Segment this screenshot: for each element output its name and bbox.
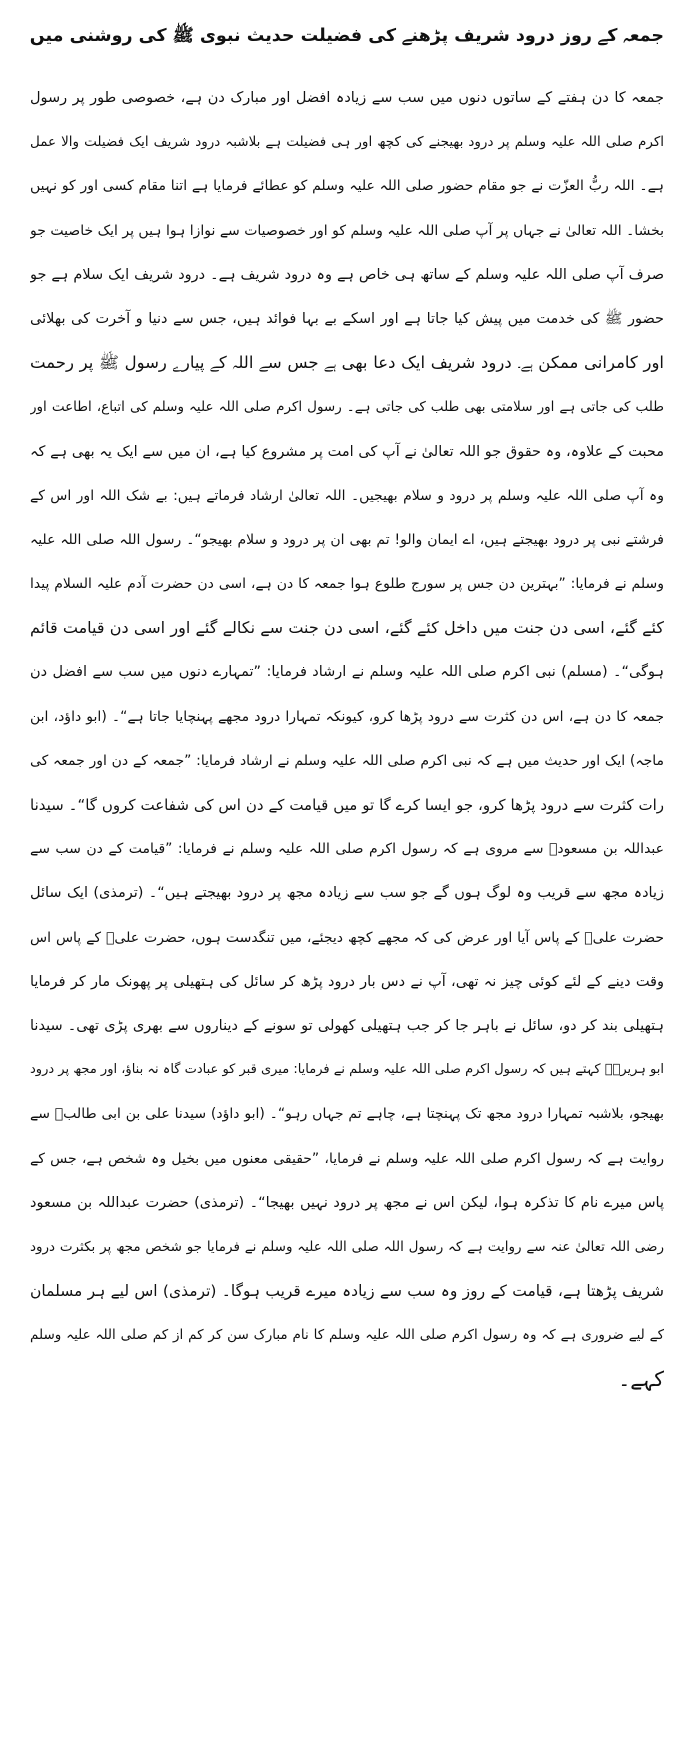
article-line: ابو ہریرہؓ کہتے ہیں کہ رسول اکرم صلی اللہ علیہ وسلم نے فرمایا: میری قبر کو عبادت گاہ نہ بناؤ، اور مجھ پر درود (30, 1062, 664, 1078)
article-line: فرشتے نبی پر درود بھیجتے ہیں، اے ایمان والو! تم بھی ان پر درود و سلام بھیجو“۔ رسول اللہ صلی اللہ علیہ (30, 531, 664, 548)
article-line: ہتھیلی بند کر دو، سائل نے باہر جا کر جب ہتھیلی کھولی تو سونے کے دیناروں سے بھری پڑی تھی۔ سیدنا (30, 1017, 664, 1034)
article-line: روایت ہے کہ رسول اکرم صلی اللہ علیہ وسلم نے فرمایا، ”حقیقی معنوں میں بخیل وہ شخص ہے، جس کے (30, 1150, 664, 1167)
article-line: عبداللہ بن مسعودؓ سے مروی ہے کہ رسول اکرم صلی اللہ علیہ وسلم نے فرمایا: ”قیامت کے دن سب سے (30, 841, 664, 858)
article-line: محبت کے علاوہ، وہ حقوق جو اللہ تعالیٰ نے آپ کی امت پر مشروع کیا ہے، ان میں سے ایک یہ بھی ہے کہ (30, 443, 664, 460)
article-body (30, 76, 664, 1402)
article-line: جمعہ کا دن ہے، اس دن کثرت سے درود پڑھا کرو، کیونکہ تمہارا درود مجھے پہنچایا جاتا ہے“۔ (ابو داؤد، ابن (30, 708, 664, 725)
article-line: رات کثرت سے درود پڑھا کرو، جو ایسا کرے گا تو میں قیامت کے دن اس کی شفاعت کروں گا“۔ سیدنا (30, 796, 664, 814)
article-line: وسلم نے فرمایا: ”بہترین دن جس پر سورج طلوع ہوا جمعہ کا دن ہے، اسی دن حضرت آدم علیہ السلام پیدا (30, 576, 664, 593)
article-line: بخشا۔ اللہ تعالیٰ نے جہاں پر آپ صلی اللہ علیہ وسلم کو اور خصوصیات سے نوازا ہوا ہیں پر ایک خاصیت جو (30, 222, 664, 239)
article-line: وقت دینے کے لئے کوئی چیز نہ تھی، آپ نے دس بار درود پڑھ کر سائل کی ہتھیلی پر پھونک مار کر فرمایا (30, 973, 664, 990)
article-line: رضی اللہ تعالیٰ عنہ سے روایت ہے کہ رسول اللہ صلی اللہ علیہ وسلم نے فرمایا جو شخص مجھ پر بکثرت درود (30, 1238, 664, 1255)
article-line: کے لیے ضروری ہے کہ وہ رسول اکرم صلی اللہ علیہ وسلم کا نام مبارک سن کر کم از کم صلی اللہ علیہ وسلم (30, 1327, 664, 1344)
article-line: ماجہ) ایک اور حدیث میں ہے کہ نبی اکرم صلی اللہ علیہ وسلم نے ارشاد فرمایا: ”جمعہ کے دن اور جمعہ کی (30, 752, 664, 769)
article-line: حضرت علیؓ کے پاس آیا اور عرض کی کہ مجھے کچھ دیجئے، میں تنگدست ہوں، حضرت علیؓ کے پاس اس (30, 929, 664, 946)
article-line: زیادہ مجھ سے قریب وہ لوگ ہوں گے جو سب سے زیادہ مجھ پر درود بھیجتے ہیں“۔ (ترمذی) ایک سائل (30, 885, 664, 902)
article-line: صرف آپ صلی اللہ علیہ وسلم کے ساتھ ہی خاص ہے وہ درود شریف ہے۔ درود شریف ایک سلام ہے جو (30, 266, 664, 283)
article-line: شریف پڑھتا ہے، قیامت کے روز وہ سب سے زیادہ میرے قریب ہوگا۔ (ترمذی) اس لیے ہر مسلمان (30, 1282, 664, 1301)
article-line: وہ آپ صلی اللہ علیہ وسلم پر درود و سلام بھیجیں۔ اللہ تعالیٰ ارشاد فرماتے ہیں: بے شک اللہ اور اس کے (30, 487, 664, 504)
article-line: بھیجو، بلاشبہ تمہارا درود مجھ تک پہنچتا ہے، چاہے تم جہاں رہو“۔ (ابو داؤد) سیدنا علی بن ابی طالبؓ سے (30, 1106, 664, 1123)
article-line: ہے۔ اللہ ربُّ العزّت نے جو مقام حضور صلی اللہ علیہ وسلم کو عطائے فرمایا ہے اتنا مقام کسی اور کو نہیں (30, 178, 664, 195)
article-line: جمعہ کا دن ہفتے کے ساتوں دنوں میں سب سے زیادہ افضل اور مبارک دن ہے، خصوصی طور پر رسول (30, 90, 664, 106)
article-line: پاس میرے نام کا تذکرہ ہوا، لیکن اس نے مجھ پر درود نہیں بھیجا“۔ (ترمذی) حضرت عبداللہ بن مسعود (30, 1194, 664, 1211)
article-line: حضور ﷺ کی خدمت میں پیش کیا جاتا ہے اور اسکے بے بہا فوائد ہیں، جس سے دنیا و آخرت کی بھلائی (30, 310, 664, 327)
article-line: کئے گئے، اسی دن جنت میں داخل کئے گئے، اسی دن جنت سے نکالے گئے اور اسی دن قیامت قائم (30, 618, 664, 638)
article-line: کہے۔ (618, 1367, 664, 1392)
article-title: جمعہ کے روز درود شریف پڑھنے کی فضیلت حدیث نبوی ﷺ کی روشنی میں (29, 26, 664, 46)
article-line: ہوگی“۔ (مسلم) نبی اکرم صلی اللہ علیہ وسلم نے ارشاد فرمایا: ”تمہارے دنوں میں سب سے افضل دن (30, 664, 664, 681)
article-line: اور کامرانی ممکن ہے۔ درود شریف ایک دعا بھی ہے جس سے اللہ کے پیارے رسول ﷺ پر رحمت (30, 353, 664, 373)
article-line: طلب کی جاتی ہے اور سلامتی بھی طلب کی جاتی ہے۔ رسول اکرم صلی اللہ علیہ وسلم کی اتباع، اطاعت اور (30, 399, 664, 416)
article-line: اکرم صلی اللہ علیہ وسلم پر درود بھیجنے کی کچھ اور ہی فضیلت ہے بلاشبہ درود شریف ایک فضیلت والا عمل (30, 134, 664, 151)
